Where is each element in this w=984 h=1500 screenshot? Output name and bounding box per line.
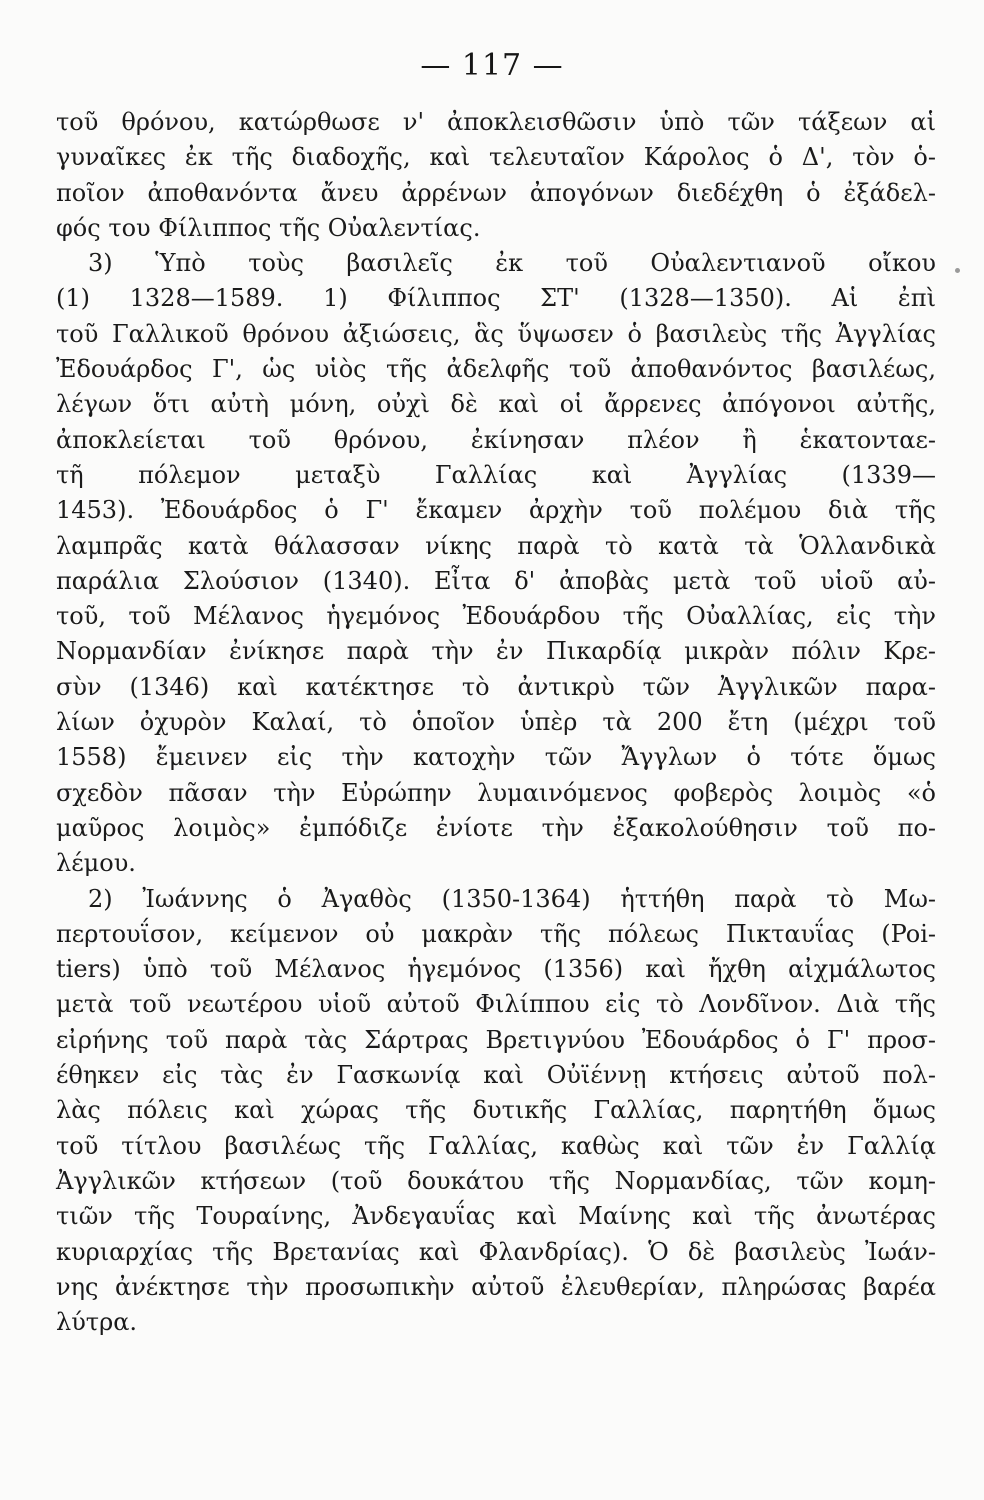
paragraph-start-line: 2) Ἰωάννης ὁ Ἀγαθὸς (1350-1364) ἡττήθη παρὰ τὸ Μω- bbox=[88, 884, 936, 913]
ink-spot bbox=[955, 268, 960, 273]
text-line: παράλια Σλούσιον (1340). Εἶτα δ' ἀποβὰς μετὰ τοῦ υἱοῦ αὐ- bbox=[56, 566, 936, 595]
text-line: τοῦ τίτλου βασιλέως τῆς Γαλλίας, καθὼς καὶ τῶν ἐν Γαλλίᾳ bbox=[56, 1131, 936, 1160]
text-line: σὺν (1346) καὶ κατέκτησε τὸ ἀντικρὺ τῶν Ἀγγλικῶν παρα- bbox=[56, 672, 936, 701]
section-heading-line: 3) Ὑπὸ τοὺς βασιλεῖς ἐκ τοῦ Οὐαλεντιανοῦ οἴκου bbox=[88, 249, 936, 278]
text-line: 1558) ἔμεινεν εἰς τὴν κατοχὴν τῶν Ἄγγλων ὁ τότε ὅμως bbox=[56, 743, 936, 772]
text-line: λὰς πόλεις καὶ χώρας τῆς δυτικῆς Γαλλίας, παρητήθη ὅμως bbox=[56, 1096, 936, 1125]
text-line: φός του Φίλιππος τῆς Οὐαλεντίας. bbox=[56, 213, 481, 242]
text-line: νης ἀνέκτησε τὴν προσωπικὴν αὐτοῦ ἐλευθερίαν, πληρώσας βαρέα bbox=[56, 1272, 936, 1301]
text-line: tiers) ὑπὸ τοῦ Μέλανος ἡγεμόνος (1356) καὶ ἤχθη αἰχμάλωτος bbox=[56, 955, 936, 984]
text-line: κυριαρχίας τῆς Βρετανίας καὶ Φλανδρίας). Ὁ δὲ βασιλεὺς Ἰωάν- bbox=[56, 1237, 936, 1266]
page-number: — 117 — bbox=[420, 48, 564, 83]
body-text bbox=[56, 105, 936, 1340]
text-line: λέγων ὅτι αὐτὴ μόνη, οὐχὶ δὲ καὶ οἱ ἄρρενες ἀπόγονοι αὐτῆς, bbox=[56, 390, 936, 419]
text-line: μετὰ τοῦ νεωτέρου υἱοῦ αὐτοῦ Φιλίππου εἰς τὸ Λονδῖνον. Διὰ τῆς bbox=[56, 990, 936, 1019]
text-line: τοῦ, τοῦ Μέλανος ἡγεμόνος Ἐδουάρδου τῆς Οὐαλλίας, εἰς τὴν bbox=[56, 602, 936, 631]
text-line: (1) 1328—1589. 1) Φίλιππος ΣΤ' (1328—1350). Αἱ ἐπὶ bbox=[56, 284, 936, 313]
text-line: μαῦρος λοιμὸς» ἐμπόδιζε ἐνίοτε τὴν ἐξακολούθησιν τοῦ πο- bbox=[56, 813, 936, 842]
text-line: ἀποκλείεται τοῦ θρόνου, ἐκίνησαν πλέον ἢ ἑκατονταε- bbox=[56, 425, 936, 454]
text-line: ποῖον ἀποθανόντα ἄνευ ἀρρένων ἀπογόνων διεδέχθη ὁ ἐξάδελ- bbox=[56, 178, 936, 207]
text-line: Ἀγγλικῶν κτήσεων (τοῦ δουκάτου τῆς Νορμανδίας, τῶν κομη- bbox=[56, 1166, 936, 1195]
text-line: 1453). Ἐδουάρδος ὁ Γ' ἔκαμεν ἀρχὴν τοῦ πολέμου διὰ τῆς bbox=[56, 496, 936, 525]
text-line: τοῦ Γαλλικοῦ θρόνου ἀξιώσεις, ἃς ὕψωσεν ὁ βασιλεὺς τῆς Ἀγγλίας bbox=[56, 319, 936, 348]
text-line: λύτρα. bbox=[56, 1308, 138, 1337]
text-line: λέμου. bbox=[56, 849, 136, 878]
text-line: λαμπρᾶς κατὰ θάλασσαν νίκης παρὰ τὸ κατὰ τὰ Ὁλλανδικὰ bbox=[56, 531, 936, 560]
text-line: Ἐδουάρδος Γ', ὡς υἱὸς τῆς ἀδελφῆς τοῦ ἀποθανόντος βασιλέως, bbox=[56, 355, 936, 384]
text-line: λίων ὀχυρὸν Καλαί, τὸ ὁποῖον ὑπὲρ τὰ 200 ἔτη (μέχρι τοῦ bbox=[56, 708, 936, 737]
text-line: Νορμανδίαν ἐνίκησε παρὰ τὴν ἐν Πικαρδίᾳ μικρὰν πόλιν Κρε- bbox=[56, 637, 936, 666]
text-line: τιῶν τῆς Τουραίνης, Ἀνδεγαυΐας καὶ Μαίνης καὶ τῆς ἀνωτέρας bbox=[56, 1202, 936, 1231]
text-line: σχεδὸν πᾶσαν τὴν Εὐρώπην λυμαινόμενος φοβερὸς λοιμὸς «ὁ bbox=[56, 778, 936, 807]
text-line: τοῦ θρόνου, κατώρθωσε ν' ἀποκλεισθῶσιν ὑπὸ τῶν τάξεων αἱ bbox=[56, 108, 936, 136]
text-line: γυναῖκες ἐκ τῆς διαδοχῆς, καὶ τελευταῖον Κάρολος ὁ Δ', τὸν ὁ- bbox=[56, 143, 936, 172]
text-line: τῆ πόλεμον μεταξὺ Γαλλίας καὶ Ἀγγλίας (1339— bbox=[56, 460, 936, 489]
text-line: περτουΐσον, κείμενον οὐ μακρὰν τῆς πόλεως Πικταυΐας (Poi- bbox=[56, 919, 936, 948]
text-line: έθηκεν εἰς τὰς ἐν Γασκωνίᾳ καὶ Οὐϊέννῃ κτήσεις αὐτοῦ πολ- bbox=[56, 1061, 936, 1090]
text-line: εἰρήνης τοῦ παρὰ τὰς Σάρτρας Βρετιγνύου Ἐδουάρδος ὁ Γ' προσ- bbox=[56, 1025, 936, 1054]
